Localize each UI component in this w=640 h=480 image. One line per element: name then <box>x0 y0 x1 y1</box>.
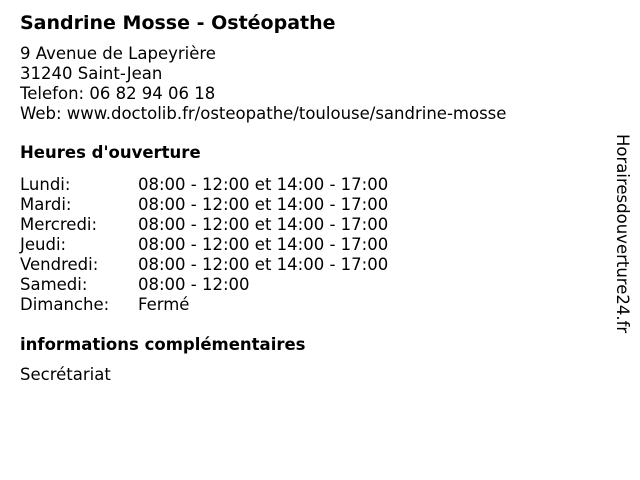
page-title: Sandrine Mosse - Ostéopathe <box>20 12 336 34</box>
hours-row-friday <box>20 255 600 275</box>
hours-time: 08:00 - 12:00 et 14:00 - 17:00 <box>138 215 389 234</box>
website-link: Web: www.doctolib.fr/osteopathe/toulouse/sandrine-mosse <box>20 104 507 123</box>
hours-time: 08:00 - 12:00 et 14:00 - 17:00 <box>138 255 389 274</box>
hours-heading: Heures d'ouverture <box>20 143 201 162</box>
hours-row-wednesday <box>20 215 600 235</box>
hours-row-tuesday <box>20 195 600 215</box>
street-address: 9 Avenue de Lapeyrière <box>20 44 216 63</box>
hours-time: 08:00 - 12:00 et 14:00 - 17:00 <box>138 175 389 194</box>
hours-day: Lundi: <box>20 175 71 194</box>
hours-time: 08:00 - 12:00 <box>138 275 250 294</box>
business-card <box>20 10 600 385</box>
hours-day: Vendredi: <box>20 255 99 274</box>
hours-day: Mardi: <box>20 195 72 214</box>
watermark-text: Horairesdouverture24.fr <box>613 134 632 334</box>
info-text: Secrétariat <box>20 365 111 384</box>
hours-row-thursday <box>20 235 600 255</box>
hours-day: Samedi: <box>20 275 88 294</box>
hours-row-monday <box>20 175 600 195</box>
hours-time: 08:00 - 12:00 et 14:00 - 17:00 <box>138 235 389 254</box>
hours-day: Jeudi: <box>20 235 67 254</box>
address-block <box>20 44 600 124</box>
opening-hours-table <box>20 175 600 315</box>
city-address: 31240 Saint-Jean <box>20 64 163 83</box>
hours-row-saturday <box>20 275 600 295</box>
hours-day: Mercredi: <box>20 215 98 234</box>
hours-time: Fermé <box>138 295 190 314</box>
hours-row-sunday <box>20 295 600 315</box>
phone-number: Telefon: 06 82 94 06 18 <box>20 84 216 103</box>
hours-day: Dimanche: <box>20 295 110 314</box>
info-heading: informations complémentaires <box>20 335 306 354</box>
hours-time: 08:00 - 12:00 et 14:00 - 17:00 <box>138 195 389 214</box>
